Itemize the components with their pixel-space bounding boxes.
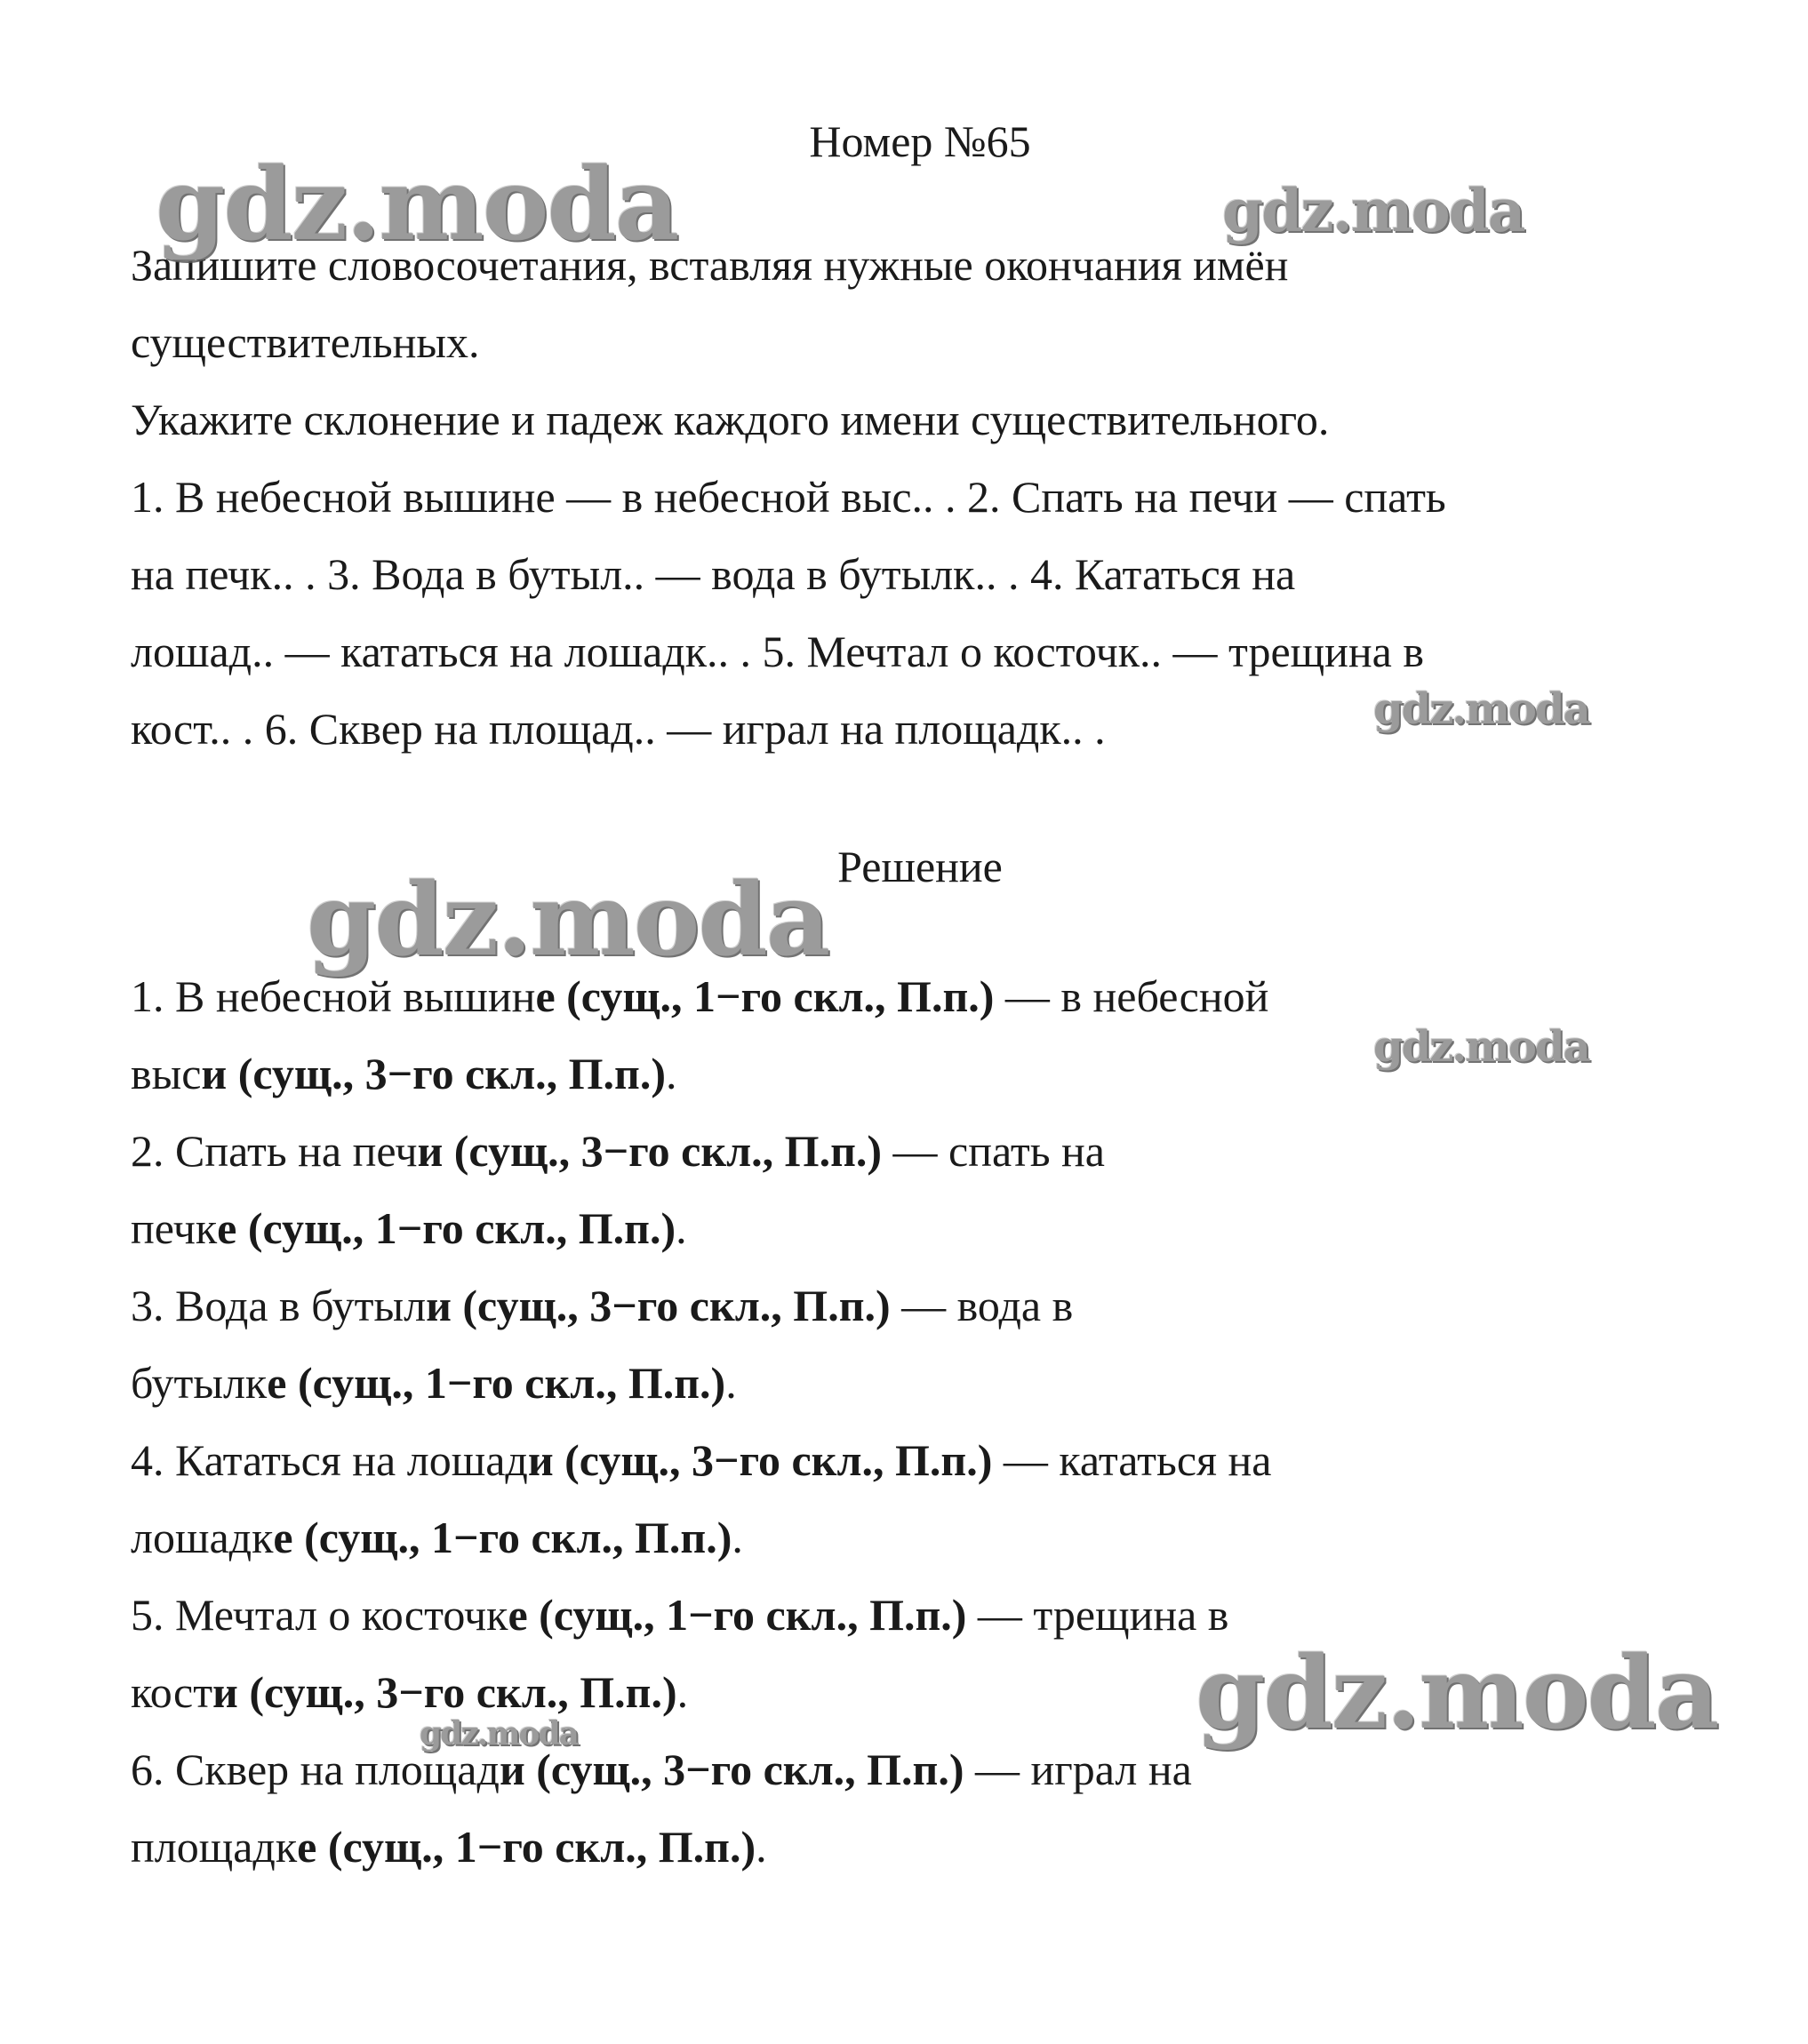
solution-line [131, 958, 1713, 1035]
solution-text-part: — трещина в [966, 1590, 1229, 1640]
ending: е [535, 971, 556, 1021]
ending: и [201, 1049, 228, 1098]
solution-text [131, 958, 1713, 1886]
solution-text-part: — кататься на [992, 1435, 1272, 1485]
solution-text-part: 1. В небесной вышин [131, 971, 536, 1021]
solution-text-part: . [676, 1667, 689, 1717]
solution-text-part: — спать на [882, 1126, 1105, 1176]
watermark-logo: gdz.moda [307, 862, 829, 978]
grammar-note: (сущ., 1−го скл., П.п.) [527, 1590, 967, 1640]
solution-line [131, 1113, 1713, 1190]
solution-line [131, 1731, 1713, 1808]
ending: и [426, 1281, 452, 1330]
watermark-logo: gdz.moda [1196, 1635, 1718, 1752]
solution-text-part: 4. Кататься на лошад [131, 1435, 528, 1485]
solution-text-part: — в небесной [994, 971, 1269, 1021]
solution-line [131, 1808, 1713, 1886]
solution-line [131, 1422, 1713, 1499]
solution-text-part: . [676, 1203, 687, 1253]
grammar-note: (сущ., 3−го скл., П.п.) [451, 1281, 891, 1330]
solution-text-part: — играл на [964, 1745, 1192, 1794]
solution-line [131, 1499, 1713, 1577]
solution-line [131, 1035, 1713, 1113]
solution-line [131, 1267, 1713, 1345]
grammar-note: (сущ., 3−го скл., П.п.) [237, 1667, 677, 1717]
ending: и [417, 1126, 444, 1176]
watermark-logo: gdz.moda [156, 147, 678, 263]
task-line: на печк.. . 3. Вода в бутыл.. — вода в бутылк.. . 4. Кататься на [131, 549, 1296, 599]
solution-text-part: 3. Вода в бутыл [131, 1281, 427, 1330]
grammar-note: (сущ., 3−го скл., П.п.) [227, 1049, 666, 1098]
task-line: Укажите склонение и падеж каждого имени существительного. [131, 395, 1330, 444]
ending: е [297, 1822, 317, 1872]
solution-line [131, 1577, 1713, 1654]
page-title: Номер №65 [809, 116, 1031, 166]
grammar-note: (сущ., 1−го скл., П.п.) [286, 1358, 726, 1408]
ending: е [508, 1590, 528, 1640]
solution-line [131, 1190, 1713, 1267]
grammar-note: (сущ., 1−го скл., П.п.) [292, 1513, 732, 1562]
solution-text-part: . [665, 1049, 677, 1098]
grammar-note: (сущ., 1−го скл., П.п.) [236, 1203, 676, 1253]
watermark-logo: gdz.moda [1222, 176, 1524, 245]
solution-line [131, 1345, 1713, 1422]
solution-text-part: 2. Спать на печ [131, 1126, 418, 1176]
ending: е [273, 1513, 293, 1562]
solution-text-part: . [732, 1513, 743, 1562]
grammar-note: (сущ., 3−го скл., П.п.) [553, 1435, 993, 1485]
ending: и [212, 1667, 238, 1717]
solution-text-part: бутылк [131, 1358, 268, 1408]
grammar-note: (сущ., 1−го скл., П.п.) [316, 1822, 756, 1872]
solution-text-part: . [725, 1358, 737, 1408]
grammar-note: (сущ., 3−го скл., П.п.) [443, 1126, 883, 1176]
ending: е [267, 1358, 287, 1408]
watermark-logo: gdz.moda [420, 1715, 578, 1753]
watermark-logo: gdz.moda [1373, 684, 1589, 734]
solution-text-part: 6. Сквер на площад [131, 1745, 500, 1794]
solution-line [131, 1654, 1713, 1731]
task-text [131, 227, 1713, 768]
task-line: 1. В небесной вышине — в небесной выс.. . 2. Спать на печи — спать [131, 472, 1446, 522]
ending: и [499, 1745, 525, 1794]
solution-text-part: печк [131, 1203, 218, 1253]
solution-text-part: выс [131, 1049, 202, 1098]
grammar-note: (сущ., 3−го скл., П.п.) [524, 1745, 964, 1794]
grammar-note: (сущ., 1−го скл., П.п.) [555, 971, 995, 1021]
solution-text-part: лошадк [131, 1513, 274, 1562]
solution-text-part: . [756, 1822, 767, 1872]
solution-text-part: площадк [131, 1822, 298, 1872]
task-line: Запишите словосочетания, вставляя нужные окончания имён [131, 240, 1289, 290]
solution-text-part: — вода в [890, 1281, 1074, 1330]
task-line: существительных. [131, 317, 480, 367]
solution-text-part: кост [131, 1667, 213, 1717]
solution-text-part: 5. Мечтал о косточк [131, 1590, 508, 1640]
ending: и [527, 1435, 554, 1485]
watermark-logo: gdz.moda [1373, 1022, 1589, 1072]
task-line: лошад.. — кататься на лошадк.. . 5. Мечтал о косточк.. — трещина в [131, 627, 1424, 676]
task-line: кост.. . 6. Сквер на площад.. — играл на площадк.. . [131, 704, 1106, 754]
ending: е [217, 1203, 237, 1253]
solution-title: Решение [837, 842, 1003, 891]
